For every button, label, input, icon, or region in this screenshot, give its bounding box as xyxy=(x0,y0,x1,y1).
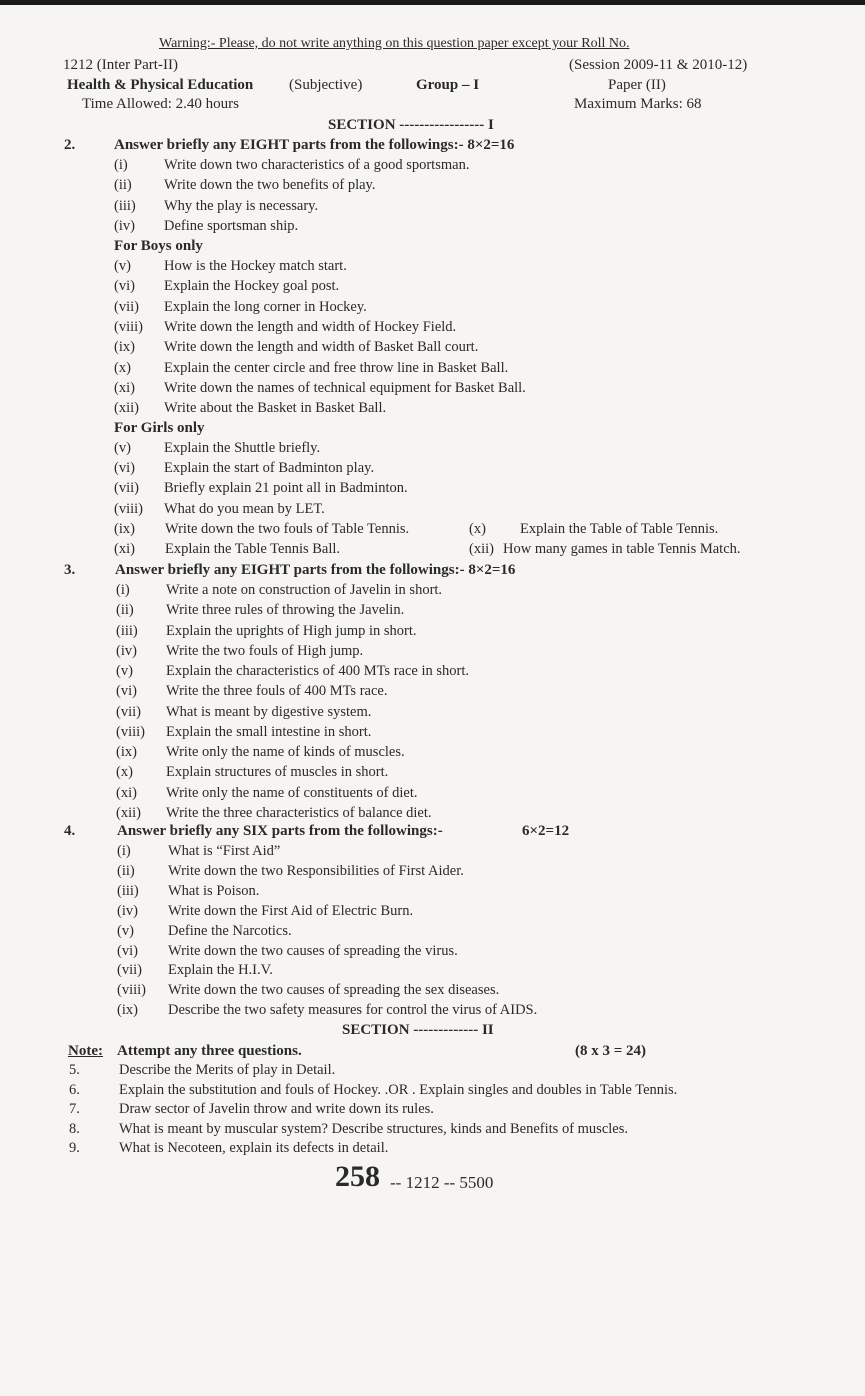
q3-item-number: (xii) xyxy=(116,804,141,821)
question-2-number: 2. xyxy=(64,137,76,153)
q2-girls-item-text: Briefly explain 21 point all in Badminton. xyxy=(164,480,408,497)
question-4-marks: 6×2=12 xyxy=(522,823,570,839)
q4-item-number: (i) xyxy=(117,843,131,859)
section-2-question-number: 6. xyxy=(69,1081,80,1098)
q3-item-number: (iii) xyxy=(116,622,138,639)
section-2-question-text: Describe the Merits of play in Detail. xyxy=(119,1062,336,1078)
footer-code: -- 1212 -- 5500 xyxy=(390,1173,494,1192)
q3-item-text: Write only the name of kinds of muscles. xyxy=(166,744,405,760)
subject: Health & Physical Education xyxy=(67,77,254,93)
q2-girls-item-text: What do you mean by LET. xyxy=(164,500,325,517)
q3-item-text: Explain the uprights of High jump in short. xyxy=(166,622,417,639)
q3-item-text: Write a note on construction of Javelin in short. xyxy=(166,582,443,598)
q2-boys-item-text: Write down the length and width of Basket Ball court. xyxy=(164,339,479,356)
q2-boys-item-text: Write down the length and width of Hockey Field. xyxy=(164,318,457,335)
maximum-marks: Maximum Marks: 68 xyxy=(574,96,702,112)
section-2-question-number: 5. xyxy=(69,1062,80,1078)
q3-item-number: (iv) xyxy=(116,642,137,659)
q4-item-text: Write down the First Aid of Electric Burn. xyxy=(168,902,414,919)
q2-boys-item-number: (x) xyxy=(114,359,131,376)
q3-item-number: (ix) xyxy=(116,744,137,760)
q2-item-number: (ii) xyxy=(114,177,132,194)
note-label: Note: xyxy=(68,1043,103,1059)
q3-item-number: (vi) xyxy=(116,683,137,700)
q2-boys-item-number: (xii) xyxy=(114,400,139,417)
footer-paper-number: 258 xyxy=(335,1160,380,1193)
q4-item-number: (iv) xyxy=(117,902,138,919)
q3-item-text: Write the three fouls of 400 MTs race. xyxy=(166,683,388,700)
paper-code: 1212 (Inter Part-II) xyxy=(63,57,178,73)
paper-number: Paper (II) xyxy=(608,77,666,93)
paper-type: (Subjective) xyxy=(289,77,363,93)
q2-girls-item-text: Explain the start of Badminton play. xyxy=(164,460,375,477)
q2-girls-item-text: Write down the two fouls of Table Tennis. xyxy=(165,521,410,537)
q4-item-number: (ix) xyxy=(117,1002,138,1019)
q3-item-text: Explain structures of muscles in short. xyxy=(166,764,389,781)
q4-item-number: (vi) xyxy=(117,942,138,959)
q2-girls-item-number: (vii) xyxy=(114,480,139,497)
session: (Session 2009-11 & 2010-12) xyxy=(569,57,748,73)
question-4-heading: Answer briefly any SIX parts from the followings:- xyxy=(117,823,443,839)
q3-item-text: Explain the small intestine in short. xyxy=(166,723,372,740)
q2-girls-item-number: (viii) xyxy=(114,500,143,517)
q3-item-number: (xi) xyxy=(116,784,137,801)
section-2-question-text: Draw sector of Javelin throw and write down its rules. xyxy=(119,1101,434,1118)
q2-item-text: Write down the two benefits of play. xyxy=(164,177,376,194)
q2-boys-item-text: Write down the names of technical equipment for Basket Ball. xyxy=(164,379,526,396)
q3-item-number: (vii) xyxy=(116,703,141,720)
q2-boys-item-text: How is the Hockey match start. xyxy=(164,258,347,274)
q3-item-text: Write the three characteristics of balance diet. xyxy=(166,804,432,821)
q4-item-text: Write down the two Responsibilities of First Aider. xyxy=(168,862,464,879)
q2-item-number: (iii) xyxy=(114,197,136,214)
q2-boys-item-text: Explain the long corner in Hockey. xyxy=(164,298,367,315)
q4-item-text: Describe the two safety measures for control the virus of AIDS. xyxy=(168,1002,538,1019)
q4-item-text: Define the Narcotics. xyxy=(168,922,292,939)
warning-notice: Warning:- Please, do not write anything on this question paper except your Roll No. xyxy=(159,36,630,51)
note-marks: (8 x 3 = 24) xyxy=(575,1043,647,1059)
note-text: Attempt any three questions. xyxy=(117,1043,302,1059)
q3-item-number: (viii) xyxy=(116,723,145,740)
q2-girls-item-number: (v) xyxy=(114,440,131,456)
girls-only-label: For Girls only xyxy=(114,420,205,436)
q2-item-text: Define sportsman ship. xyxy=(164,217,299,234)
q4-item-number: (viii) xyxy=(117,982,146,999)
q2-girls-item-number: (xi) xyxy=(114,541,135,557)
q2-girls-item-text: Explain the Shuttle briefly. xyxy=(164,440,321,456)
q4-item-text: What is Poison. xyxy=(168,882,260,899)
question-3-number: 3. xyxy=(64,562,76,578)
q3-item-text: Write the two fouls of High jump. xyxy=(166,642,364,659)
q2-girls-right-item-text: How many games in table Tennis Match. xyxy=(503,541,741,557)
q4-item-text: What is “First Aid” xyxy=(168,843,281,859)
q2-item-number: (i) xyxy=(114,157,128,173)
q4-item-text: Explain the H.I.V. xyxy=(168,962,273,979)
q2-item-text: Write down two characteristics of a good sportsman. xyxy=(164,157,470,173)
q2-boys-item-number: (viii) xyxy=(114,318,143,335)
q2-boys-item-number: (ix) xyxy=(114,339,135,356)
q3-item-number: (ii) xyxy=(116,602,134,619)
q3-item-number: (x) xyxy=(116,764,133,781)
q2-boys-item-number: (vi) xyxy=(114,278,135,295)
q3-item-text: Explain the characteristics of 400 MTs race in short. xyxy=(166,663,469,679)
q4-item-number: (vii) xyxy=(117,962,142,979)
q3-item-number: (v) xyxy=(116,663,133,679)
q2-girls-item-text: Explain the Table Tennis Ball. xyxy=(165,541,341,557)
q2-girls-item-number: (vi) xyxy=(114,460,135,477)
q3-item-text: Write only the name of constituents of diet. xyxy=(166,784,418,801)
section-1-title: SECTION ----------------- I xyxy=(328,117,494,133)
q2-boys-item-text: Explain the center circle and free throw line in Basket Ball. xyxy=(164,359,509,376)
section-2-question-number: 7. xyxy=(69,1101,80,1118)
section-2-question-text: What is meant by muscular system? Describe structures, kinds and Benefits of muscles. xyxy=(119,1120,628,1137)
section-2-question-text: Explain the substitution and fouls of Hockey. .OR . Explain singles and doubles in Table Tennis. xyxy=(119,1081,678,1098)
section-2-question-number: 9. xyxy=(69,1140,80,1157)
q3-item-text: What is meant by digestive system. xyxy=(166,703,372,720)
q2-girls-right-item-text: Explain the Table of Table Tennis. xyxy=(520,521,719,537)
q2-girls-item-number: (ix) xyxy=(114,521,135,537)
q4-item-number: (iii) xyxy=(117,882,139,899)
q2-boys-item-text: Write about the Basket in Basket Ball. xyxy=(164,400,387,417)
q4-item-number: (v) xyxy=(117,922,134,939)
q4-item-text: Write down the two causes of spreading the virus. xyxy=(168,942,458,959)
q2-item-text: Why the play is necessary. xyxy=(164,197,319,214)
section-2-question-text: What is Necoteen, explain its defects in detail. xyxy=(119,1140,389,1157)
section-2-question-number: 8. xyxy=(69,1120,80,1137)
q2-boys-item-number: (xi) xyxy=(114,379,135,396)
q4-item-number: (ii) xyxy=(117,862,135,879)
q2-girls-right-item-number: (xii) xyxy=(469,541,494,557)
q2-item-number: (iv) xyxy=(114,217,135,234)
time-allowed: Time Allowed: 2.40 hours xyxy=(82,96,239,112)
section-2-title: SECTION ------------- II xyxy=(342,1022,494,1038)
q3-item-text: Write three rules of throwing the Javelin. xyxy=(166,602,405,619)
boys-only-label: For Boys only xyxy=(114,238,203,254)
q2-girls-right-item-number: (x) xyxy=(469,521,486,537)
q3-item-number: (i) xyxy=(116,582,130,598)
q2-boys-item-text: Explain the Hockey goal post. xyxy=(164,278,340,295)
question-3-heading: Answer briefly any EIGHT parts from the followings:- 8×2=16 xyxy=(115,562,516,578)
q2-boys-item-number: (vii) xyxy=(114,298,139,315)
q2-boys-item-number: (v) xyxy=(114,258,131,274)
question-4-number: 4. xyxy=(64,823,76,839)
group: Group – I xyxy=(416,77,480,93)
question-2-heading: Answer briefly any EIGHT parts from the followings:- 8×2=16 xyxy=(114,137,515,153)
q4-item-text: Write down the two causes of spreading the sex diseases. xyxy=(168,982,500,999)
